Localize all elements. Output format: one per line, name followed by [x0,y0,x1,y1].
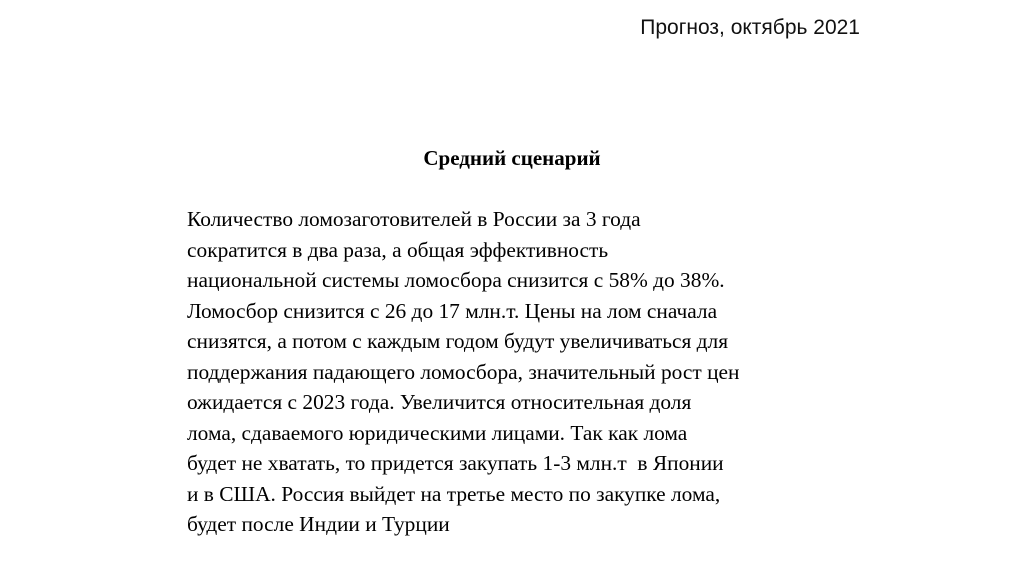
scenario-title: Средний сценарий [423,146,601,170]
text-line: поддержания падающего ломосбора, значительный рост цен [187,359,740,384]
text-line: сократится в два раза, а общая эффективность [187,237,609,262]
text-line: Количество ломозаготовителей в России за 3 года [187,207,641,231]
text-line: снизятся, а потом с каждым годом будут увеличиваться для [187,329,729,353]
text-line: Ломосбор снизится с 26 до 17 млн.т. Цены на лом сначала [187,298,718,323]
forecast-date-label: Прогноз, октябрь 2021 [640,16,860,39]
text-line: будет не хватать, то придется закупать 1-3 млн.т в Японии [187,451,724,475]
text-line: национальной системы ломосбора снизится с 58% до 38%. [187,268,725,292]
text-line: и в США. Россия выйдет на третье место по закупке лома, [187,481,721,506]
text-line: будет после Индии и Турции [187,512,450,536]
text-line: лома, сдаваемого юридическими лицами. Так как лома [187,420,688,445]
scenario-description [187,204,887,540]
text-line: ожидается с 2023 года. Увеличится относительная доля [187,390,692,414]
